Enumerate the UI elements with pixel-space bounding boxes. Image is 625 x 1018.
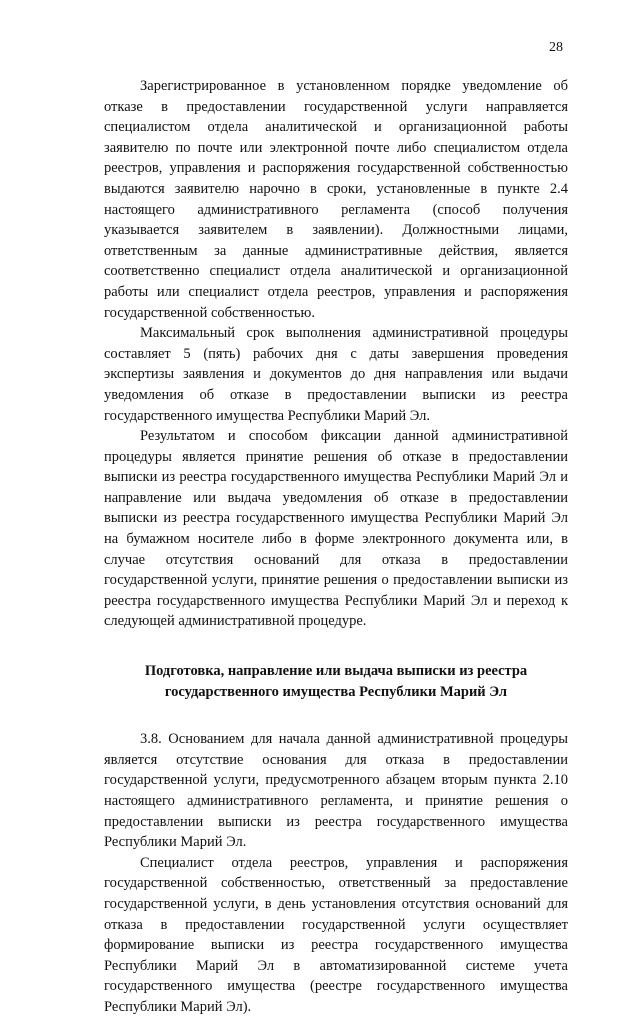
paragraph-max-term: Максимальный срок выполнения административной процедуры составляет 5 (пять) рабочих дня с даты завершения проведения экспертизы заявления и документов до дня направления или выдачи уведомления об отказе в предоставлении выписки из реестра государственного имущества Республики Марий Эл. (104, 325, 568, 424)
paragraph-notification-delivery: Зарегистрированное в установленном порядке уведомление об отказе в предоставлении государственной услуги направляется специалистом отдела аналитической и организационной работы заявителю по почте или электронной почте либо специалистом отдела реестров, управления и распоряжения государственной собственностью выдаются заявителю нарочно в сроки, установленные в пункте 2.4 настоящего административного регламента (способ получения указывается заявителем в заявлении). Должностными лицами, ответственным за данные административные действия, является соответственно специалист отдела аналитической и организационной работы или специалист отдела реестров, управления и распоряжения государственной собственностью. (104, 78, 568, 321)
section-heading-line-2: государственного имущества Республики Марий Эл (164, 683, 508, 700)
page-number: 28 (549, 40, 563, 55)
document-body (104, 76, 568, 1018)
paragraph-specialist-action: Специалист отдела реестров, управления и распоряжения государственной собственностью, ответственный за предоставление государственной услуги, в день установления отсутствия оснований для отказа в предоставлении государственной услуги осуществляет формирование выписки из реестра государственного имущества Республики Марий Эл в автоматизированной системе учета государственного имущества (реестре государственного имущества Республики Марий Эл). (104, 854, 568, 1015)
section-heading (104, 661, 568, 702)
paragraph-result: Результатом и способом фиксации данной административной процедуры является принятие решения об отказе в предоставлении выписки из реестра государственного имущества Республики Марий Эл и направление или выдача уведомления об отказе в предоставлении выписки из реестра государственного имущества Республики Марий Эл на бумажном носителе либо в форме электронного документа или, в случае отсутствия оснований для отказа в предоставлении государственной услуги, принятие решения о предоставлении выписки из реестра государственного имущества Республики Марий Эл и переход к следующей административной процедуре. (104, 428, 568, 630)
paragraph-3-8-basis: 3.8. Основанием для начала данной административной процедуры является отсутствие основания для отказа в предоставлении государственной услуги, предусмотренного абзацем вторым пункта 2.10 настоящего административного регламента, и принятие решения о предоставлении выписки из реестра государственного имущества Республики Марий Эл. (104, 731, 568, 851)
section-heading-line-1: Подготовка, направление или выдача выписки из реестра (144, 663, 528, 680)
